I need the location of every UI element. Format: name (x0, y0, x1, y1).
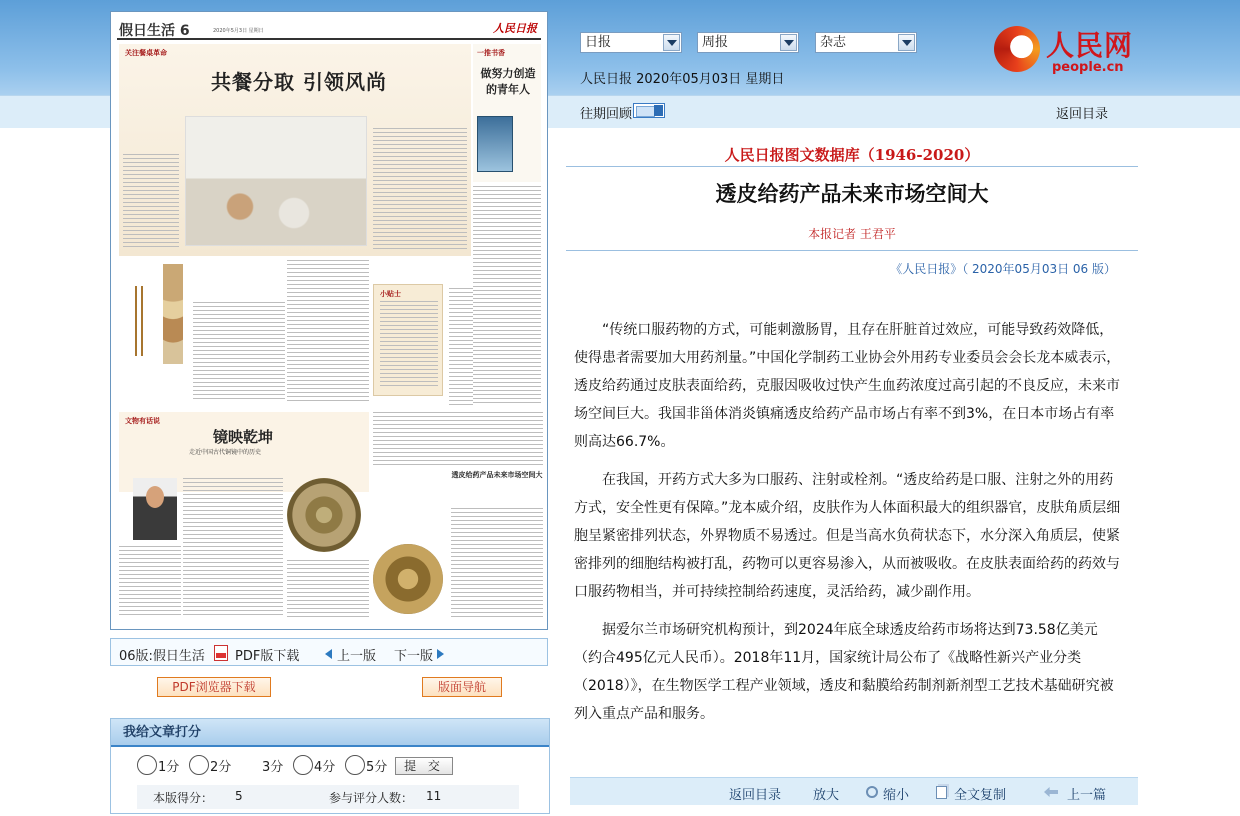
daily-select[interactable]: 日报 (580, 32, 682, 53)
body-text-block (287, 260, 369, 402)
score-label: 本版得分： (153, 791, 214, 805)
body-text-block (373, 412, 543, 466)
edition-label[interactable]: 06版:假日生活 (119, 649, 205, 664)
tip-box[interactable] (373, 284, 443, 396)
participants-label: 参与评分人数： (329, 791, 414, 805)
magazine-select[interactable]: 杂志 (815, 32, 917, 53)
database-title: 人民日报图文数据库（1946-2020） (724, 146, 980, 164)
body-text-block (451, 508, 543, 618)
zoom-out-button[interactable]: 缩小 (883, 788, 910, 803)
masthead: 人民日报 (493, 22, 537, 35)
rating-title: 我给文章打分 (111, 719, 549, 747)
score-value: 5 (235, 789, 243, 803)
article-title: 透皮给药产品未来市场空间大 (715, 182, 989, 206)
pdf-browser-download-button[interactable]: PDF浏览器下载 (157, 677, 271, 697)
rating-stats (137, 785, 519, 809)
radio-button[interactable] (137, 755, 157, 775)
radio-button[interactable] (189, 755, 209, 775)
submit-rating-button[interactable]: 提 交 (395, 757, 453, 775)
body-text-block (473, 186, 541, 406)
cultural-headline: 镜映乾坤 (213, 428, 274, 446)
arrow-left-icon[interactable] (325, 649, 332, 659)
radio-button[interactable] (293, 755, 313, 775)
article-toolbar (570, 777, 1138, 805)
logo-english: people.cn (1052, 60, 1124, 75)
prev-page-link[interactable]: 上一版 (337, 649, 377, 664)
arrow-right-icon[interactable] (437, 649, 444, 659)
pdf-icon[interactable] (214, 645, 228, 661)
logo-swirl-icon (994, 26, 1040, 72)
calendar-picker[interactable] (633, 103, 665, 118)
divider (566, 250, 1138, 251)
article-paragraph: “传统口服药物的方式，可能刺激肠胃，且存在肝脏首过效应，可能导致药效降低，使得患者需要加大用药剂量。”中国化学制药工业协会外用药专业委员会会长龙本威表示，透皮给药通过皮肤表面给药，克服因吸收过快产生血药浓度过高引起的不良反应，未来市场空间巨大。我国非甾体消炎镇痛透皮给药产品市场占有率不到3%，在日本市场占有率则高达66.7%。 (574, 322, 1121, 450)
body-text-block (449, 288, 473, 406)
lead-headline: 共餐分取 引领风尚 (211, 70, 387, 94)
article-source-link[interactable]: 《人民日报》（ 2020年05月03日 06 版） (890, 262, 1116, 276)
body-text-block (193, 302, 285, 402)
weekly-select[interactable]: 周报 (697, 32, 799, 53)
article-paragraph: 据爱尔兰市场研究机构预计，到2024年底全球透皮给药市场将达到73.58亿美元（约合495亿元人民币）。2018年11月，国家统计局公布了《战略性新兴产业分类（2018）》，在生物医学工程产业领域，透皮和黏膜给药制剂新剂型工艺技术基础研究被列入重点产品和服务。 (574, 622, 1114, 722)
prev-article-button[interactable]: 上一篇 (1067, 788, 1107, 803)
tag-book: 一推书香 (477, 49, 505, 57)
body-text-block (287, 560, 369, 618)
small-article-title[interactable]: 透皮给药产品未来市场空间大 (451, 471, 543, 479)
copy-all-button[interactable]: 全文复制 (954, 788, 1007, 803)
portrait-photo (133, 478, 177, 540)
grains-image (163, 264, 183, 364)
body-text-block (380, 301, 438, 389)
divider (566, 166, 1138, 167)
chevron-down-icon[interactable] (780, 34, 797, 51)
tip-title: 小贴士 (380, 290, 401, 298)
past-issues-label: 往期回顾 (580, 107, 633, 122)
cultural-subheadline: 走近中国古代铜镜中的历史 (189, 449, 262, 456)
dining-photo (185, 116, 367, 246)
next-page-link[interactable]: 下一版 (394, 649, 434, 664)
chevron-down-icon[interactable] (898, 34, 915, 51)
body-text-block (373, 128, 467, 250)
rating-option-1[interactable]: 1分 (137, 755, 179, 775)
page-navigation-button[interactable]: 版面导航 (422, 677, 502, 697)
page-nav-bar (110, 638, 548, 666)
logo-chinese: 人民网 (1046, 29, 1134, 62)
rating-option-2[interactable]: 2分 (189, 755, 231, 775)
article-paragraph: 在我国，开药方式大多为口服药、注射或栓剂。“透皮给药是口服、注射之外的用药方式，安全性更有保障。”龙本威介绍，皮肤作为人体面积最大的组织器官，皮肤角质层细胞呈紧密排列状态，外界物质不易透过。但是当高水负荷状态下，水分深入角质层，使紧密排列的细胞结构被打乱，药物可以更容易渗入，从而被吸收。在皮肤表面给药的药效与口服药物相当，并可持续控制给药速度，灵活给药，减少副作用。 (574, 472, 1121, 600)
magnifier-icon[interactable] (866, 786, 878, 798)
bronze-mirror-image (373, 544, 443, 614)
bronze-mirror-image (287, 478, 361, 552)
people-daily-logo[interactable] (994, 24, 1140, 80)
section-header: 假日生活 6 (119, 23, 190, 39)
book-headline: 做努力创造的青年人 (480, 67, 536, 96)
lead-article-area[interactable] (119, 44, 471, 256)
body-text-block (183, 478, 283, 618)
body-text-block (119, 546, 181, 618)
issue-dateline: 人民日报 2020年05月03日 星期日 (580, 72, 785, 87)
zoom-in-button[interactable]: 放大 (813, 788, 840, 803)
chevron-down-icon[interactable] (663, 34, 680, 51)
radio-button[interactable] (345, 755, 365, 775)
book-cover-image (477, 116, 513, 172)
newspaper-page-image[interactable] (110, 11, 548, 630)
tag-food: 关注餐桌革命 (125, 49, 167, 57)
rating-panel (110, 718, 550, 814)
body-text-block (123, 154, 179, 250)
utensils-image (129, 286, 149, 356)
pdf-download-link[interactable]: PDF版下载 (235, 649, 300, 664)
rating-option-5[interactable]: 5分 (345, 755, 387, 775)
prev-arrow-icon[interactable] (1044, 787, 1058, 797)
tag-cultural: 文物有话说 (125, 417, 160, 425)
rating-option-4[interactable]: 4分 (293, 755, 335, 775)
article-body (574, 316, 1124, 738)
page-date: 2020年5月3日 星期日 (213, 28, 264, 34)
article-byline: 本报记者 王君平 (808, 227, 896, 241)
page-header (117, 18, 541, 40)
back-to-index-button[interactable]: 返回目录 (729, 788, 782, 803)
copy-icon[interactable] (936, 786, 947, 799)
rating-option-3[interactable]: 3分 (241, 755, 283, 775)
back-to-index-link[interactable]: 返回目录 (1056, 107, 1109, 122)
participants-value: 11 (426, 789, 442, 803)
